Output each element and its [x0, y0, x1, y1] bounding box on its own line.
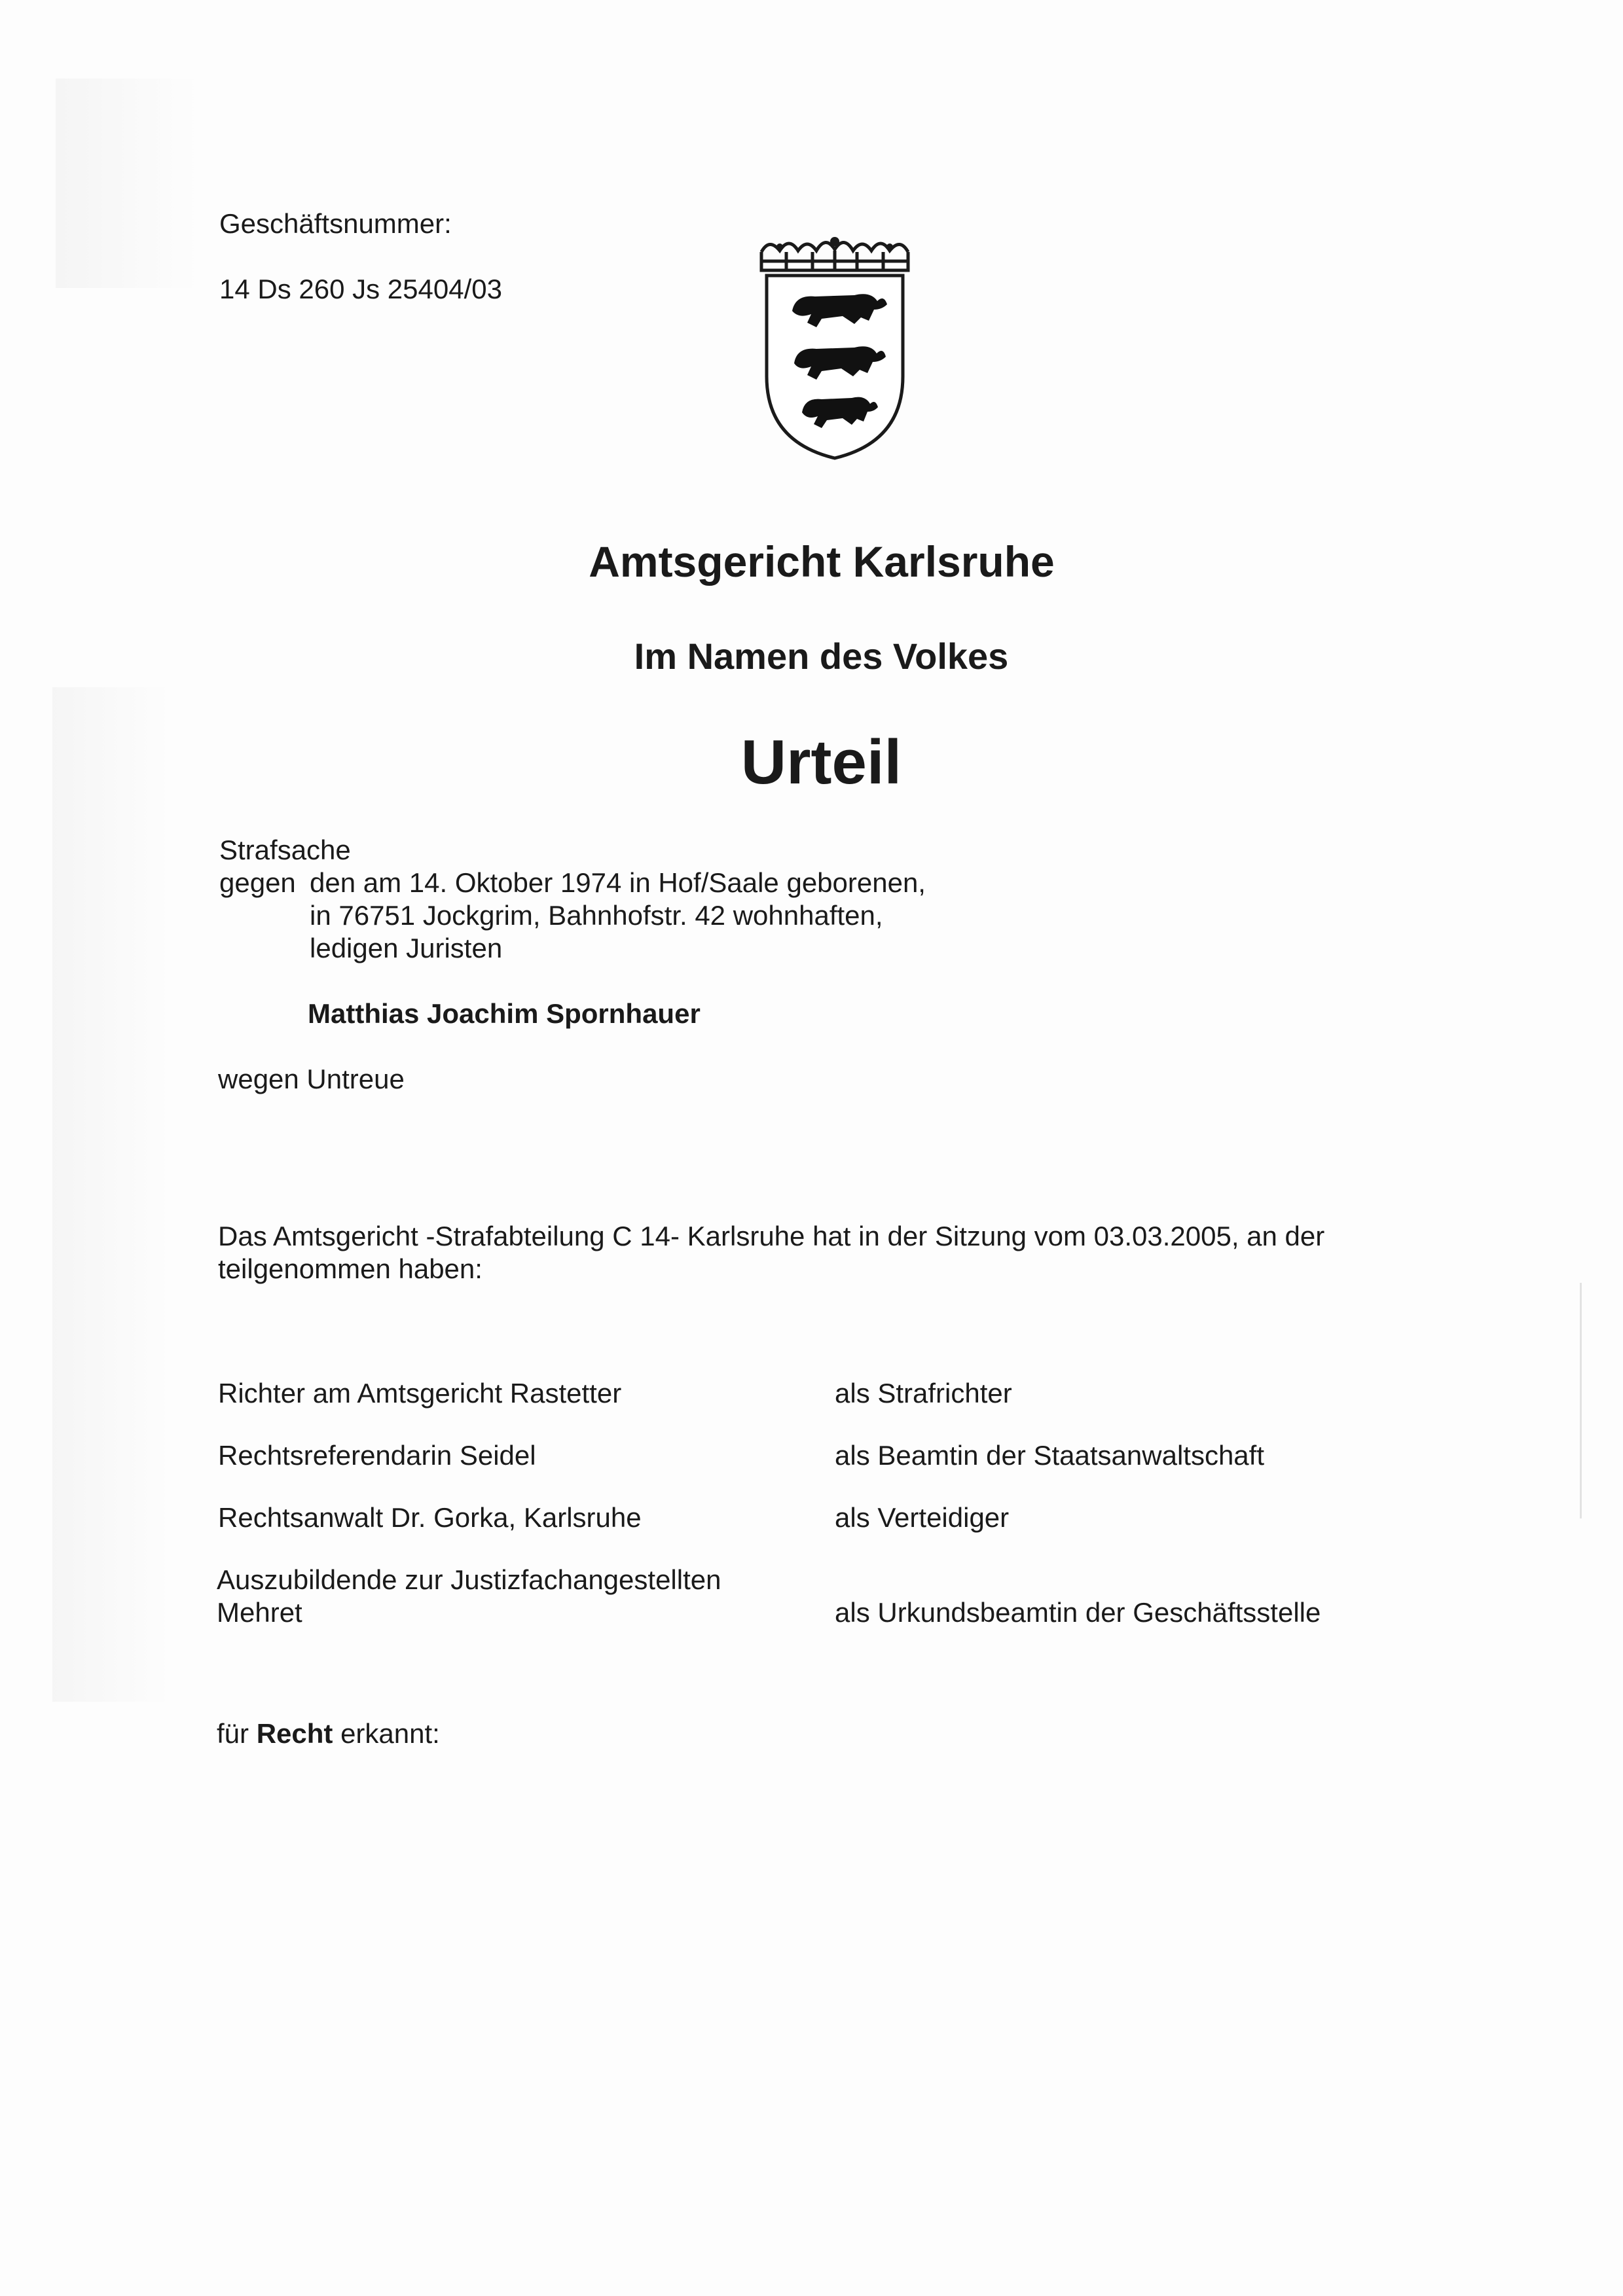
defendant-line-2: in 76751 Jockgrim, Bahnhofstr. 42 wohnhaften, [310, 900, 883, 931]
verdict-line [217, 1718, 440, 1749]
court-name: Amtsgericht Karlsruhe [589, 537, 1055, 586]
charge: wegen Untreue [218, 1064, 405, 1094]
participant-role: als Urkundsbeamtin der Geschäftsstelle [835, 1597, 1321, 1628]
participant-role: als Strafrichter [835, 1378, 1012, 1408]
case-number-label: Geschäftsnummer: [219, 208, 452, 239]
participant-role: als Verteidiger [835, 1502, 1010, 1533]
participant-name: Rechtsanwalt Dr. Gorka, Karlsruhe [218, 1502, 642, 1533]
case-type: Strafsache [219, 834, 351, 865]
session-line-2: teilgenommen haben: [218, 1253, 483, 1284]
case-number: 14 Ds 260 Js 25404/03 [219, 274, 502, 304]
participant-role: als Beamtin der Staatsanwaltschaft [835, 1440, 1265, 1471]
scan-shadow [52, 687, 170, 1702]
participant-name: Auszubildende zur Justizfachangestellten [217, 1564, 721, 1595]
participant-name: Richter am Amtsgericht Rastetter [218, 1378, 622, 1408]
verdict-suffix: erkannt: [340, 1718, 440, 1749]
session-line-1: Das Amtsgericht -Strafabteilung C 14- Karlsruhe hat in der Sitzung vom 03.03.2005, an der [218, 1221, 1325, 1251]
participant-name: Rechtsreferendarin Seidel [218, 1440, 536, 1471]
coat-of-arms-icon [756, 232, 913, 461]
verdict-bold-word: Recht [256, 1718, 333, 1749]
scan-shadow-top [56, 79, 200, 288]
defendant-line-3: ledigen Juristen [310, 933, 503, 963]
defendant-line-1: den am 14. Oktober 1974 in Hof/Saale geborenen, [310, 867, 926, 898]
scan-edge-line [1580, 1283, 1582, 1518]
verdict-prefix: für [217, 1718, 249, 1749]
participant-name-2: Mehret [217, 1597, 302, 1628]
court-formula: Im Namen des Volkes [634, 636, 1009, 677]
against-prefix: gegen [219, 867, 296, 898]
defendant-name: Matthias Joachim Spornhauer [308, 998, 701, 1029]
document-type: Urteil [740, 727, 902, 797]
